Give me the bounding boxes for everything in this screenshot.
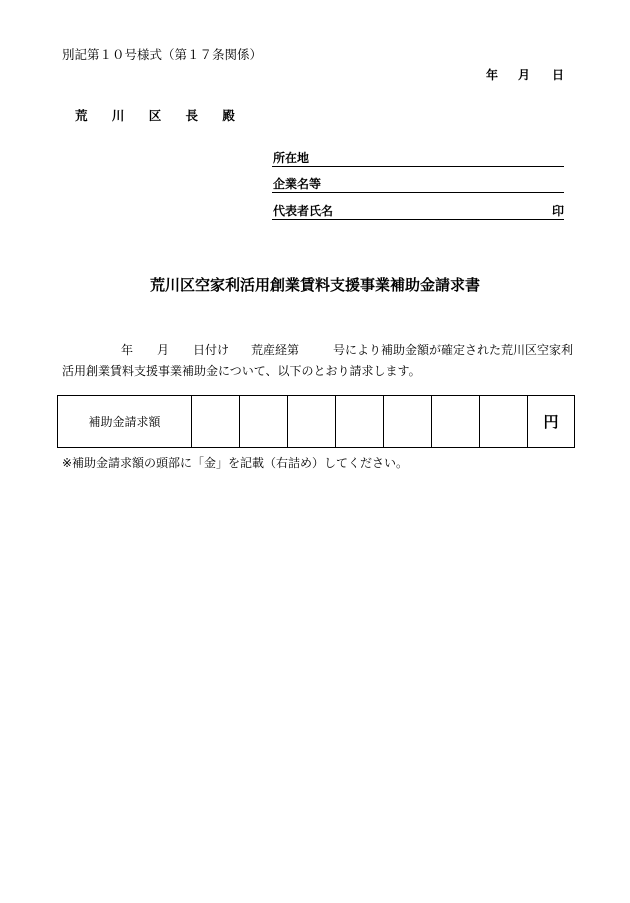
date-day-label: 日 [552,68,565,82]
body-line-2: 活用創業賃料支援事業補助金について、以下のとおり請求します。 [62,364,421,378]
representative-name-field[interactable] [272,203,564,220]
body-year: 年 [121,343,134,357]
company-name-field[interactable] [272,176,564,193]
date-month-label: 月 [518,68,531,82]
amount-table [57,395,575,448]
amount-digit-cell[interactable] [384,396,432,448]
body-line-1 [62,341,573,358]
body-ref-prefix: 荒産経第 [251,343,300,357]
amount-note: ※補助金請求額の頭部に「金」を記載（右詰め）してください。 [62,456,409,470]
amount-digit-cell[interactable] [336,396,384,448]
body-day-suffix: 日付け [193,343,230,357]
date-year-label: 年 [486,68,499,82]
address-label: 所在地 [273,151,310,165]
amount-digit-cell[interactable] [480,396,528,448]
company-name-label: 企業名等 [273,177,322,191]
document-title: 荒川区空家利活用創業賃料支援事業補助金請求書 [149,276,480,294]
addressee: 荒 川 区 長 殿 [75,108,245,123]
seal-mark: 印 [551,204,564,218]
representative-name-label: 代表者氏名 [273,204,334,218]
body-text-after-number: 号により補助金額が確定された荒川区空家利 [333,343,574,357]
amount-label: 補助金請求額 [58,396,192,448]
amount-digit-cell[interactable] [192,396,240,448]
address-field[interactable] [272,150,564,167]
document-date [486,66,564,83]
amount-digit-cell[interactable] [288,396,336,448]
amount-digit-cell[interactable] [432,396,480,448]
amount-digit-cell[interactable] [240,396,288,448]
amount-row [58,396,575,448]
form-number: 別記第１０号様式（第１７条関係） [62,47,263,62]
currency-unit: 円 [528,396,575,448]
body-month: 月 [157,343,170,357]
